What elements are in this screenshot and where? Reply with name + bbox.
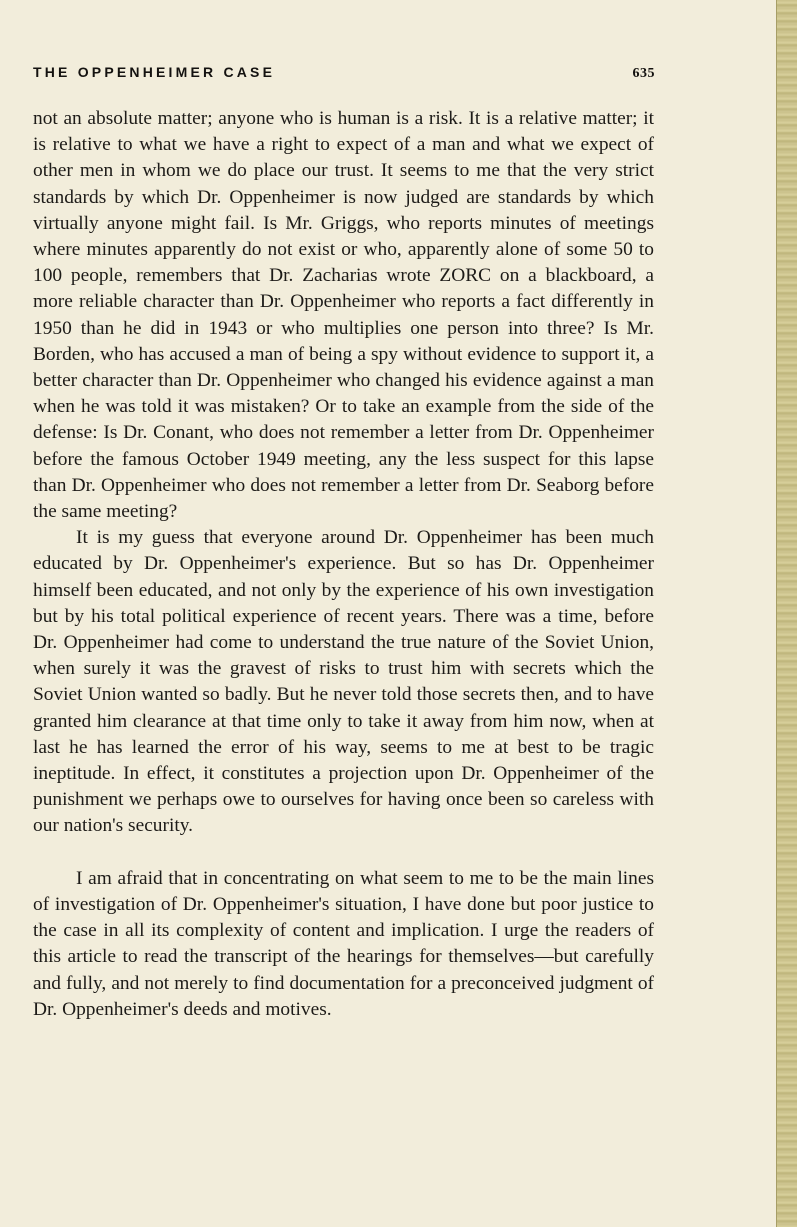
page-number: 635 — [632, 66, 655, 81]
paragraph: It is my guess that everyone around Dr. Oppenheimer has been much educated by Dr. Oppenheimer's experience. But so has Dr. Oppenheimer himself been educated, and not only by the experience of his own investigation but by his total political experience of recent years. There was a time, before Dr. Oppenheimer had come to understand the true nature of the Soviet Union, when surely it was the gravest of risks to trust him with secrets which the Soviet Union wanted so badly. But he never told those secrets then, and to have granted him clearance at that time only to take it away from him now, when at last he has learned the error of his way, seems to me at best to be tragic ineptitude. In effect, it constitutes a projection upon Dr. Oppenheimer of the punishment we perhaps owe to ourselves for having once been so careless with our nation's security. — [33, 527, 654, 837]
running-title: THE OPPENHEIMER CASE — [33, 64, 276, 80]
running-head — [33, 64, 655, 82]
body-text — [33, 106, 654, 1023]
book-binding-edge — [776, 0, 797, 1227]
paragraph-continued: not an absolute matter; anyone who is human is a risk. It is a relative matter; it is relative to what we have a right to expect of a man and what we expect of other men in whom we do place our trust. It seems to me that the very strict standards by which Dr. Oppenheimer is now judged are standards by which virtually anyone might fail. Is Mr. Griggs, who reports minutes of meetings where minutes apparently do not exist or who, apparently alone of some 50 to 100 people, remembers that Dr. Zacharias wrote ZORC on a blackboard, a more reliable character than Dr. Oppenheimer who reports a fact differently in 1950 than he did in 1943 or who multiplies one person into three? Is Mr. Borden, who has accused a man of being a spy without evidence to support it, a better character than Dr. Oppenheimer who changed his evidence against a man when he was told it was mistaken? Or to take an example from the side of the defense: Is Dr. Conant, who does not remember a letter from Dr. Oppenheimer before the famous October 1949 meeting, any the less suspect for this lapse than Dr. Oppenheimer who does not remember a letter from Dr. Seaborg before the same meeting? — [33, 108, 654, 523]
paragraph-closing: I am afraid that in concentrating on what seem to me to be the main lines of investigation of Dr. Oppenheimer's situation, I have done but poor justice to the case in all its complexity of content and implication. I urge the readers of this article to read the transcript of the hearings for themselves—but carefully and fully, and not merely to find documentation for a preconceived judgment of Dr. Oppenheimer's deeds and motives. — [33, 867, 654, 1020]
